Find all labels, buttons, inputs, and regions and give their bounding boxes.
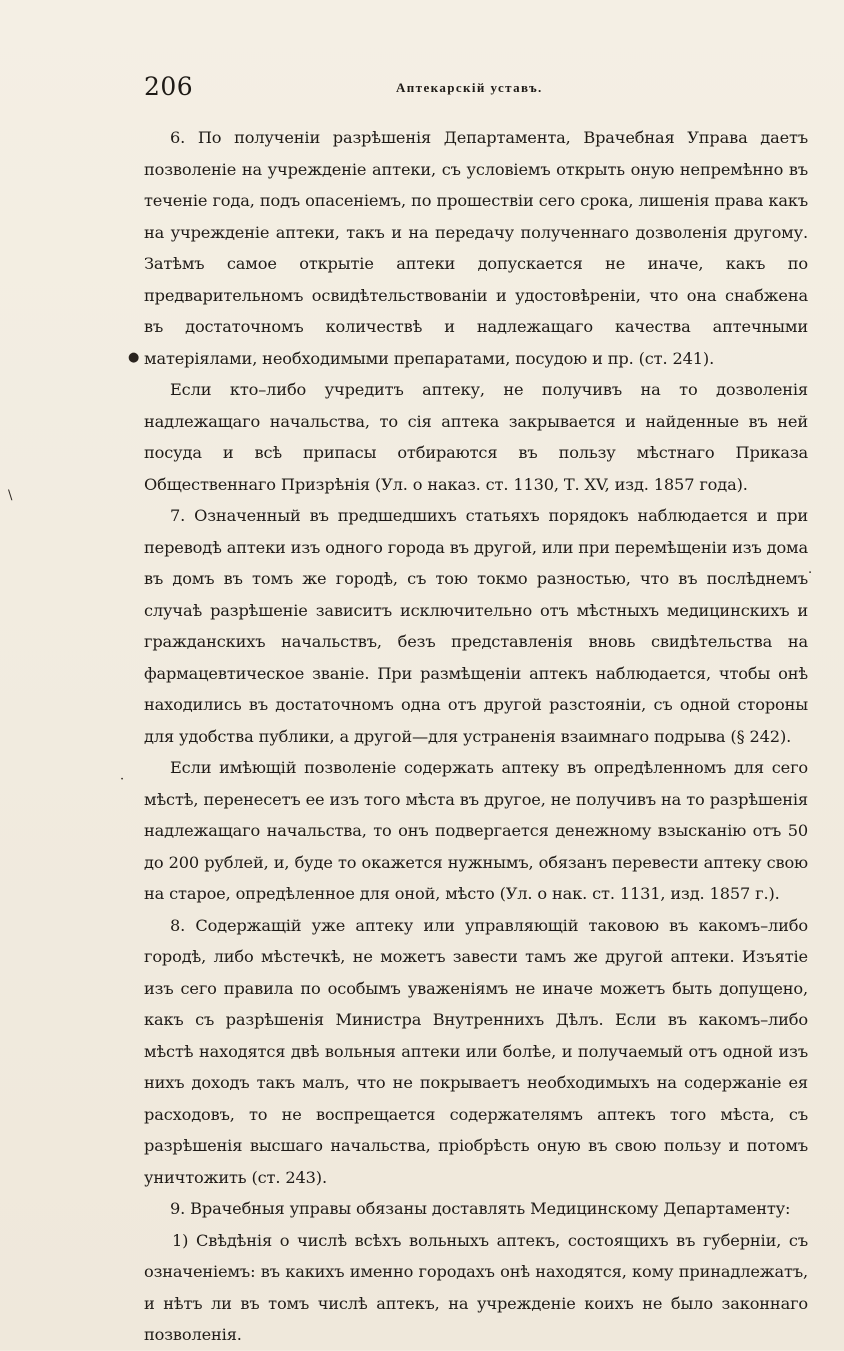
paragraph-article-9: 9. Врачебныя управы обязаны доставлять Медицинскому Департаменту: [170,1199,791,1218]
margin-mark: . [808,562,813,577]
page-header [144,72,804,106]
margin-mark: ● [128,350,140,365]
margin-mark: \ [8,488,13,503]
paragraph-article-6: 6. По полученіи разрѣшенія Департамента, Врачебная Управа даетъ позволеніе на учрежденіе аптеки, съ условіемъ открыть оную непремѣнно въ теченіе года, подъ опасеніемъ, по прошествіи сего срока, лишенія права какъ на учрежденіе аптеки, такъ и на передачу полученнаго дозволенія другому. Затѣмъ самое открытіе аптеки допускается не иначе, какъ по предварительномъ освидѣтельствованіи и удостовѣреніи, что она снабжена въ достаточномъ количествѣ и надлежащаго качества аптечными матеріялами, необходимыми препаратами, посудою и пр. (ст. 241). [144,128,808,368]
page-number: 206 [144,72,194,101]
paragraph-article-9-item-1: 1) Свѣдѣнія о числѣ всѣхъ вольныхъ аптекъ, состоящихъ въ губерніи, съ означеніемъ: въ какихъ именно городахъ онѣ находятся, кому принадлежатъ, и нѣтъ ли въ томъ числѣ аптекъ, на учрежденіе коихъ не было законнаго позволенія. [144,1230,808,1344]
running-head: Аптекарскій уставъ. [396,80,543,95]
paragraph-article-8: 8. Содержащій уже аптеку или управляющій таковою въ какомъ–либо городѣ, либо мѣстечкѣ, не можетъ завести тамъ же другой аптеки. Изъятіе изъ сего правила по особымъ уваженіямъ не иначе можетъ быть допущено, какъ съ разрѣшенія Министра Внутреннихъ Дѣлъ. Если въ какомъ–либо мѣстѣ находятся двѣ вольныя аптеки или болѣе, и получаемый отъ одной изъ нихъ доходъ такъ малъ, что не покрываетъ необходимыхъ на содержаніе ея расходовъ, то не воспрещается содержателямъ аптекъ того мѣста, съ разрѣшенія высшаго начальства, пріобрѣсть оную въ свою пользу и потомъ уничтожить (ст. 243). [144,915,808,1187]
paragraph-article-7: 7. Означенный въ предшедшихъ статьяхъ порядокъ наблюдается и при переводѣ аптеки изъ одного города въ другой, или при перемѣщеніи изъ дома въ домъ въ томъ же городѣ, съ тою токмо разностью, что въ послѣднемъ случаѣ разрѣшеніе зависитъ исключительно отъ мѣстныхъ медицинскихъ и гражданскихъ начальствъ, безъ представленія вновь свидѣтельства на фармацевтическое званіе. При размѣщеніи аптекъ наблюдается, чтобы онѣ находились въ достаточномъ одна отъ другой разстояніи, съ одной стороны для удобства публики, а другой—для устраненія взаимнаго подрыва (§ 242). [144,506,808,746]
paragraph-article-6-penalty: Если кто–либо учредитъ аптеку, не получивъ на то дозволенія надлежащаго начальства, то сія аптека закрывается и найденные въ ней посуда и всѣ припасы отбираются въ пользу мѣстнаго Приказа Общественнаго Призрѣнія (Ул. о наказ. ст. 1130, Т. XV, изд. 1857 года). [144,380,808,494]
page-body [144,122,808,1351]
margin-mark: · [120,772,125,787]
paragraph-article-7-penalty: Если имѣющій позволеніе содержать аптеку въ опредѣленномъ для сего мѣстѣ, перенесетъ ее изъ того мѣста въ другое, не получивъ на то разрѣшенія надлежащаго начальства, то онъ подвергается денежному взысканію отъ 50 до 200 рублей, и, буде то окажется нужнымъ, обязанъ перевести аптеку свою на старое, опредѣленное для оной, мѣсто (Ул. о нак. ст. 1131, изд. 1857 г.). [144,758,808,903]
